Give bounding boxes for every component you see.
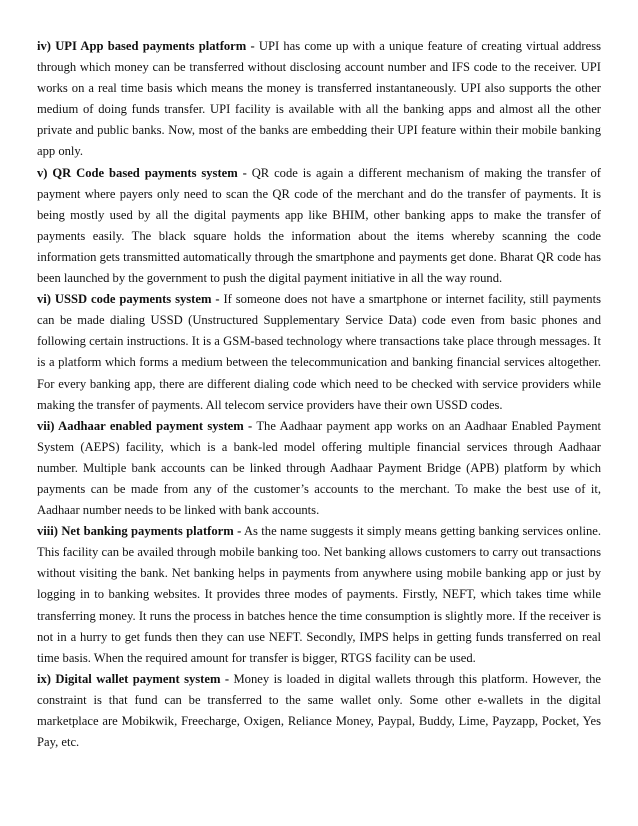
section-heading: viii) Net banking payments platform - (37, 524, 242, 539)
section-heading: vi) USSD code payments system - (37, 292, 220, 307)
section-digital-wallet (37, 669, 601, 753)
section-heading: iv) UPI App based payments platform - (37, 39, 255, 53)
section-body: Money is loaded in digital wallets through this platform. However, the constraint is that fund can be transferred to the same wallet only. Some other e-wallets in the digital marketplace are Mobikwik, Freecharge, Oxigen, Reliance Money, Paypal, Buddy, Lime, Payzapp, Pocket, Yes Pay, etc. (37, 671, 601, 750)
section-heading: vii) Aadhaar enabled payment system - (37, 418, 253, 433)
section-upi-app (37, 36, 601, 163)
section-heading: ix) Digital wallet payment system - (37, 671, 230, 686)
section-body: The Aadhaar payment app works on an Aadhaar Enabled Payment System (AEPS) facility, which is a bank-led model offering multiple financial services through Aadhaar number. Multiple bank accounts can be linked through Aadhaar Payment Bridge (APB) platform by which payments can be made from any of the customer’s accounts to the merchant. To make the best use of it, Aadhaar number needs to be linked with bank accounts. (37, 418, 601, 518)
section-aadhaar (37, 416, 601, 521)
section-body: UPI has come up with a unique feature of creating virtual address through which money can be transferred without disclosing account number and IFS code to the receiver. UPI works on a real time basis which means the money is transferred instantaneously. UPI also supports the other medium of doing funds transfer. UPI facility is available with all the banking apps and almost all the other private and public banks. Now, most of the banks are embedding their UPI feature within their mobile banking app only. (37, 39, 602, 159)
section-qr-code (37, 163, 601, 290)
section-body: As the name suggests it simply means getting banking services online. This facility can be availed through mobile banking too. Net banking allows customers to carry out transactions without visiting the bank. Net banking helps in payments from anywhere using mobile banking app or just by logging in to banking websites. It provides three modes of payments. Firstly, NEFT, which takes time while transferring money. It runs the process in batches hence the time consumption is slightly more. If the receiver is not in a hurry to get funds then they can use NEFT. Secondly, IMPS helps in getting funds transferred on real time basis. When the required amount for transfer is bigger, RTGS facility can be used. (37, 524, 601, 665)
section-net-banking (37, 521, 601, 669)
section-body: If someone does not have a smartphone or internet facility, still payments can be made dialing USSD (Unstructured Supplementary Service Data) code even from basic phones and following certain instructions. It is a GSM-based technology where transactions take place through messages. It is a platform which forms a medium between the telecommunication and banking financial services altogether. For every banking app, there are different dialing code which need to be checked with service providers while making the transfer of payments. All telecom service providers have their own USSD codes. (37, 292, 601, 412)
section-heading: v) QR Code based payments system - (37, 165, 247, 180)
section-body: QR code is again a different mechanism of making the transfer of payment where payers only need to scan the QR code of the merchant and do the transfer of payments. It is being mostly used by all the digital payments app like BHIM, other banking apps to make the transfer of payments easily. The black square holds the information about the items whereby scanning the code information gets transmitted automatically through the smartphone and payments get done. Bharat QR code has been launched by the government to push the digital payment initiative in all the way round. (37, 165, 602, 286)
section-ussd-code (37, 289, 601, 416)
